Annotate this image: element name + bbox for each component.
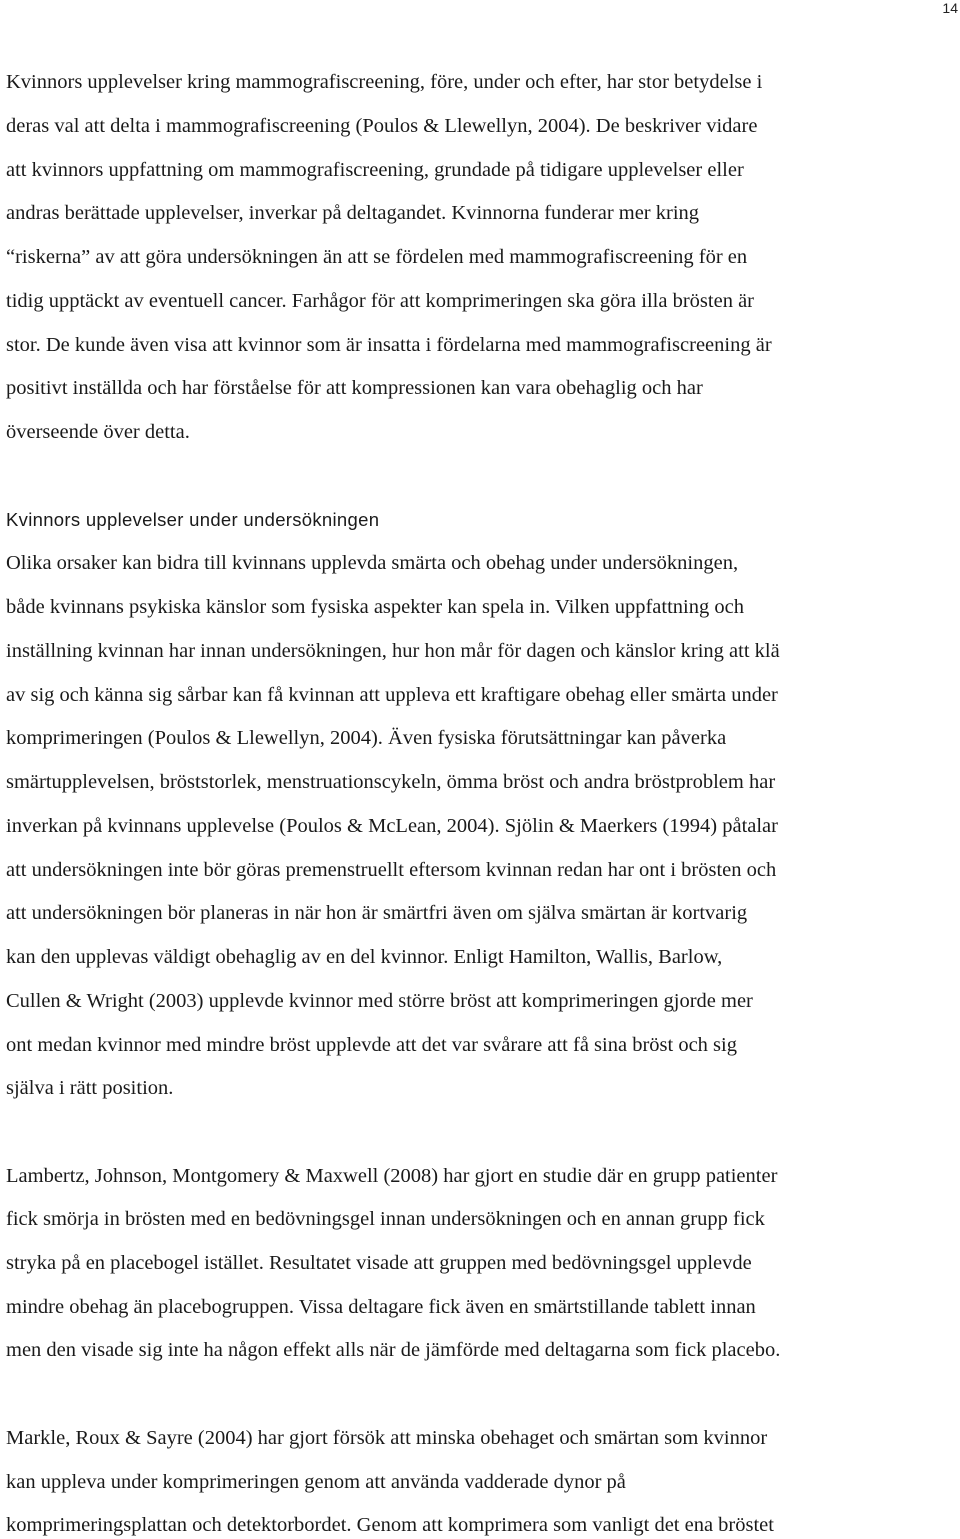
text-line: komprimeringen (Poulos & Llewellyn, 2004). Även fysiska förutsättningar kan påverka (6, 727, 727, 749)
text-line: positivt inställda och har förståelse för att kompressionen kan vara obehaglig och har (6, 377, 703, 399)
text-line: tidig upptäckt av eventuell cancer. Farhågor för att komprimeringen ska göra illa brösten är (6, 290, 754, 312)
text-line: mindre obehag än placebogruppen. Vissa deltagare fick även en smärtstillande tablett innan (6, 1296, 756, 1318)
text-line: andras berättade upplevelser, inverkar på deltagandet. Kvinnorna funderar mer kring (6, 202, 700, 224)
text-line: Kvinnors upplevelser kring mammografiscreening, före, under och efter, har stor betydelse i (6, 71, 763, 93)
text-line: smärtupplevelsen, bröststorlek, menstruationscykeln, ömma bröst och andra bröstproblem har (6, 771, 776, 793)
text-line: kan den upplevas väldigt obehaglig av en del kvinnor. Enligt Hamilton, Wallis, Barlow, (6, 946, 723, 968)
text-line: stryka på en placebogel istället. Resultatet visade att gruppen med bedövningsgel upplevde (6, 1252, 752, 1274)
text-line: att undersökningen inte bör göras premenstruellt eftersom kvinnan redan har ont i brösten och (6, 859, 777, 881)
page-number: 14 (942, 0, 958, 16)
text-line: fick smörja in brösten med en bedövningsgel innan undersökningen och en annan grupp fick (6, 1208, 765, 1230)
text-line: “riskerna” av att göra undersökningen än att se fördelen med mammografiscreening för en (6, 246, 748, 268)
text-line: att undersökningen bör planeras in när hon är smärtfri även om själva smärtan är kortvarig (6, 902, 748, 924)
text-line: men den visade sig inte ha någon effekt alls när de jämförde med deltagarna som fick placebo. (6, 1339, 781, 1361)
text-line: inställning kvinnan har innan undersökningen, hur hon mår för dagen och känslor kring att klä (6, 640, 780, 662)
text-line: Cullen & Wright (2003) upplevde kvinnor med större bröst att komprimeringen gjorde mer (6, 990, 753, 1012)
text-line: stor. De kunde även visa att kvinnor som är insatta i fördelarna med mammografiscreening är (6, 334, 772, 356)
text-line: Lambertz, Johnson, Montgomery & Maxwell (2008) har gjort en studie där en grupp patienter (6, 1165, 778, 1187)
text-line: själva i rätt position. (6, 1077, 174, 1099)
text-line: att kvinnors uppfattning om mammografiscreening, grundade på tidigare upplevelser eller (6, 159, 744, 181)
text-line: överseende över detta. (6, 421, 190, 443)
text-line: kan uppleva under komprimeringen genom att använda vadderade dynor på (6, 1471, 626, 1493)
text-line: komprimeringsplattan och detektorbordet. Genom att komprimera som vanligt det ena bröstet (6, 1514, 774, 1536)
section-heading: Kvinnors upplevelser under undersökningen (6, 509, 380, 530)
text-line: Olika orsaker kan bidra till kvinnans upplevda smärta och obehag under undersökningen, (6, 552, 739, 574)
text-line: deras val att delta i mammografiscreening (Poulos & Llewellyn, 2004). De beskriver vidare (6, 115, 758, 137)
text-line: Markle, Roux & Sayre (2004) har gjort försök att minska obehaget och smärtan som kvinnor (6, 1427, 768, 1449)
text-line: inverkan på kvinnans upplevelse (Poulos & McLean, 2004). Sjölin & Maerkers (1994) påtalar (6, 815, 778, 837)
text-line: ont medan kvinnor med mindre bröst upplevde att det var svårare att få sina bröst och sig (6, 1034, 737, 1056)
text-line: både kvinnans psykiska känslor som fysiska aspekter kan spela in. Vilken uppfattning och (6, 596, 744, 618)
text-line: av sig och känna sig sårbar kan få kvinnan att uppleva ett kraftigare obehag eller smärta under (6, 684, 778, 706)
